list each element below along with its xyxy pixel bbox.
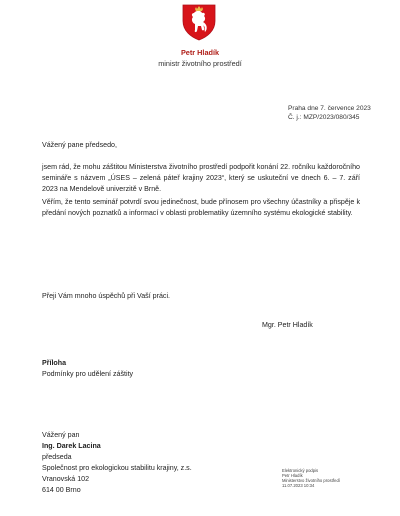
recipient-name: Ing. Darek Lacina [42,442,101,450]
letter-closing: Přeji Vám mnoho úspěchů při Vaší práci. [42,292,171,300]
recipient-role: předseda [42,453,72,461]
letter-salutation: Vážený pane předsedo, [42,141,117,149]
sender-name: Petr Hladík [180,48,220,57]
letter-paragraph: Věřím, že tento seminář potvrdí svou jedinečnost, bude přínosem pro všechny účastníky a přispěje k předání nových poznatků a informací v oblasti problematiky územního systému ekologické stability. [42,198,360,218]
recipient-salutation: Vážený pan [42,431,80,439]
esign-signer: Petr Hladík [282,473,303,478]
czech-coat-of-arms-icon [179,3,219,41]
letter-paragraph: jsem rád, že mohu záštitou Ministerstva životního prostředí podpořit konání 22. ročníku každoročního semináře s názvem „ÚSES – zelená páteř krajiny 2023“, který se uskuteční ve dnech 6. – 7. září 2023 na Mendelově univerzitě v Brně. [42,163,360,194]
sender-role: ministr životního prostředí [158,59,242,68]
reference-number: Č. j.: MZP/2023/080/345 [288,114,360,121]
esign-organization: Ministerstvo životního prostředí [282,478,340,483]
recipient-organization: Společnost pro ekologickou stabilitu krajiny, z.s. [42,464,192,472]
attachment-heading: Příloha [42,359,67,367]
esign-timestamp: 11.07.2023 10:34 [282,483,315,488]
esign-label: Elektronický podpis [282,468,319,473]
letter-date: Praha dne 7. července 2023 [288,105,371,112]
recipient-city: 614 00 Brno [42,486,81,494]
attachment-item: Podmínky pro udělení záštity [42,370,134,378]
signature-name: Mgr. Petr Hladík [262,321,313,329]
recipient-street: Vranovská 102 [42,475,90,483]
electronic-signature-stamp [282,468,340,488]
